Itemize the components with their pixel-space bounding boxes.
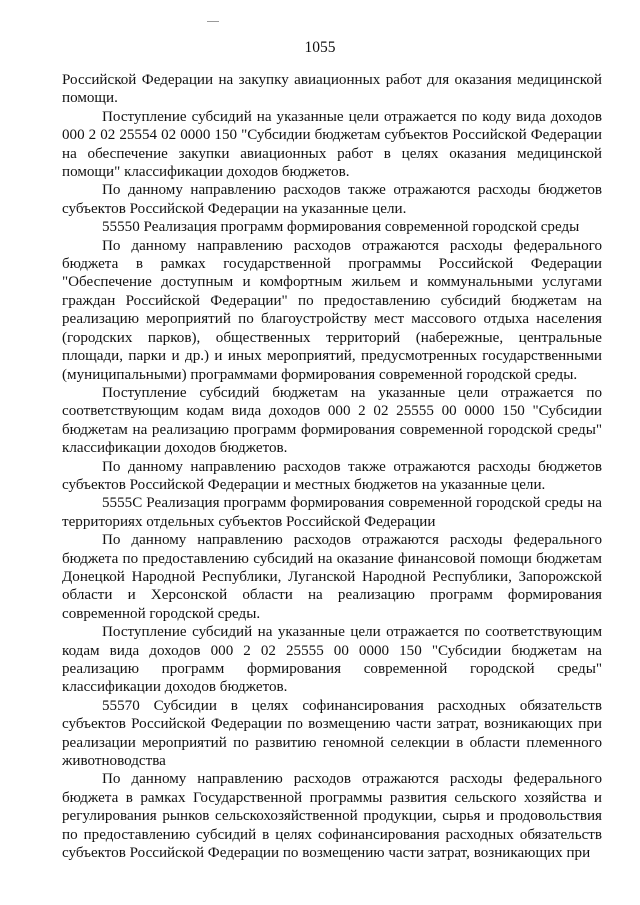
paragraph: 55570 Субсидии в целях софинансирования расходных обязательств субъектов Российской Федерации по возмещению части затрат, возникающих при реализации мероприятий по развитию геномной селекции в области племенного животноводства xyxy=(62,697,602,770)
paragraph: Поступление субсидий бюджетам на указанные цели отражается по соответствующим кодам вида доходов 000 2 02 25555 00 0000 150 "Субсидии бюджетам на реализацию программ формирования современной городской среды" классификации доходов бюджетов. xyxy=(62,384,602,457)
paragraph: По данному направлению расходов также отражаются расходы бюджетов субъектов Российской Федерации на указанные цели. xyxy=(62,182,602,217)
paragraph: Российской Федерации на закупку авиационных работ для оказания медицинской помощи. xyxy=(62,72,602,107)
paragraph: По данному направлению расходов также отражаются расходы бюджетов субъектов Российской Федерации и местных бюджетов на указанные цели. xyxy=(62,458,602,493)
paragraph: По данному направлению расходов отражаются расходы федерального бюджета в рамках государственной программы Российской Федерации "Обеспечение доступным и комфортным жильем и коммунальными услугами граждан Российской Федерации" по предоставлению субсидий бюджетам на реализацию мероприятий по благоустройству мест массового отдыха населения (городских парков), общественных территорий (набережные, центральные площади, парки и др.) и иных мероприятий, предусмотренных государственными (муниципальными) программами формирования современной городской среды. xyxy=(62,237,602,383)
paragraph: По данному направлению расходов отражаются расходы федерального бюджета по предоставлению субсидий на оказание финансовой помощи бюджетам Донецкой Народной Республики, Луганской Народной Республики, Запорожской области и Херсонской области на реализацию программ формирования современной городской среды. xyxy=(62,532,602,622)
paragraph: По данному направлению расходов отражаются расходы федерального бюджета в рамках Государственной программы развития сельского хозяйства и регулирования рынков сельскохозяйственной продукции, сырья и продовольствия по предоставлению субсидий в целях софинансирования расходных обязательств субъектов Российской Федерации по возмещению части затрат, возникающих при xyxy=(62,771,602,862)
paragraph: Поступление субсидий на указанные цели отражается по соответствующим кодам вида доходов 000 2 02 25555 00 0000 150 "Субсидии бюджетам на реализацию программ формирования современной городской среды" классификации доходов бюджетов. xyxy=(62,624,602,696)
paragraph: 55550 Реализация программ формирования современной городской среды xyxy=(102,219,580,236)
paragraph: 5555С Реализация программ формирования современной городской среды на территориях отдельных субъектов Российской Федерации xyxy=(62,495,602,530)
paragraph: Поступление субсидий на указанные цели отражается по коду вида доходов 000 2 02 25554 02 0000 150 "Субсидии бюджетам субъектов Российской Федерации на обеспечение закупки авиационных работ в целях оказания медицинской помощи" классификации доходов бюджетов. xyxy=(62,108,602,181)
page-number: 1055 xyxy=(304,39,336,56)
scan-mark xyxy=(207,21,219,22)
body-text xyxy=(62,71,602,862)
